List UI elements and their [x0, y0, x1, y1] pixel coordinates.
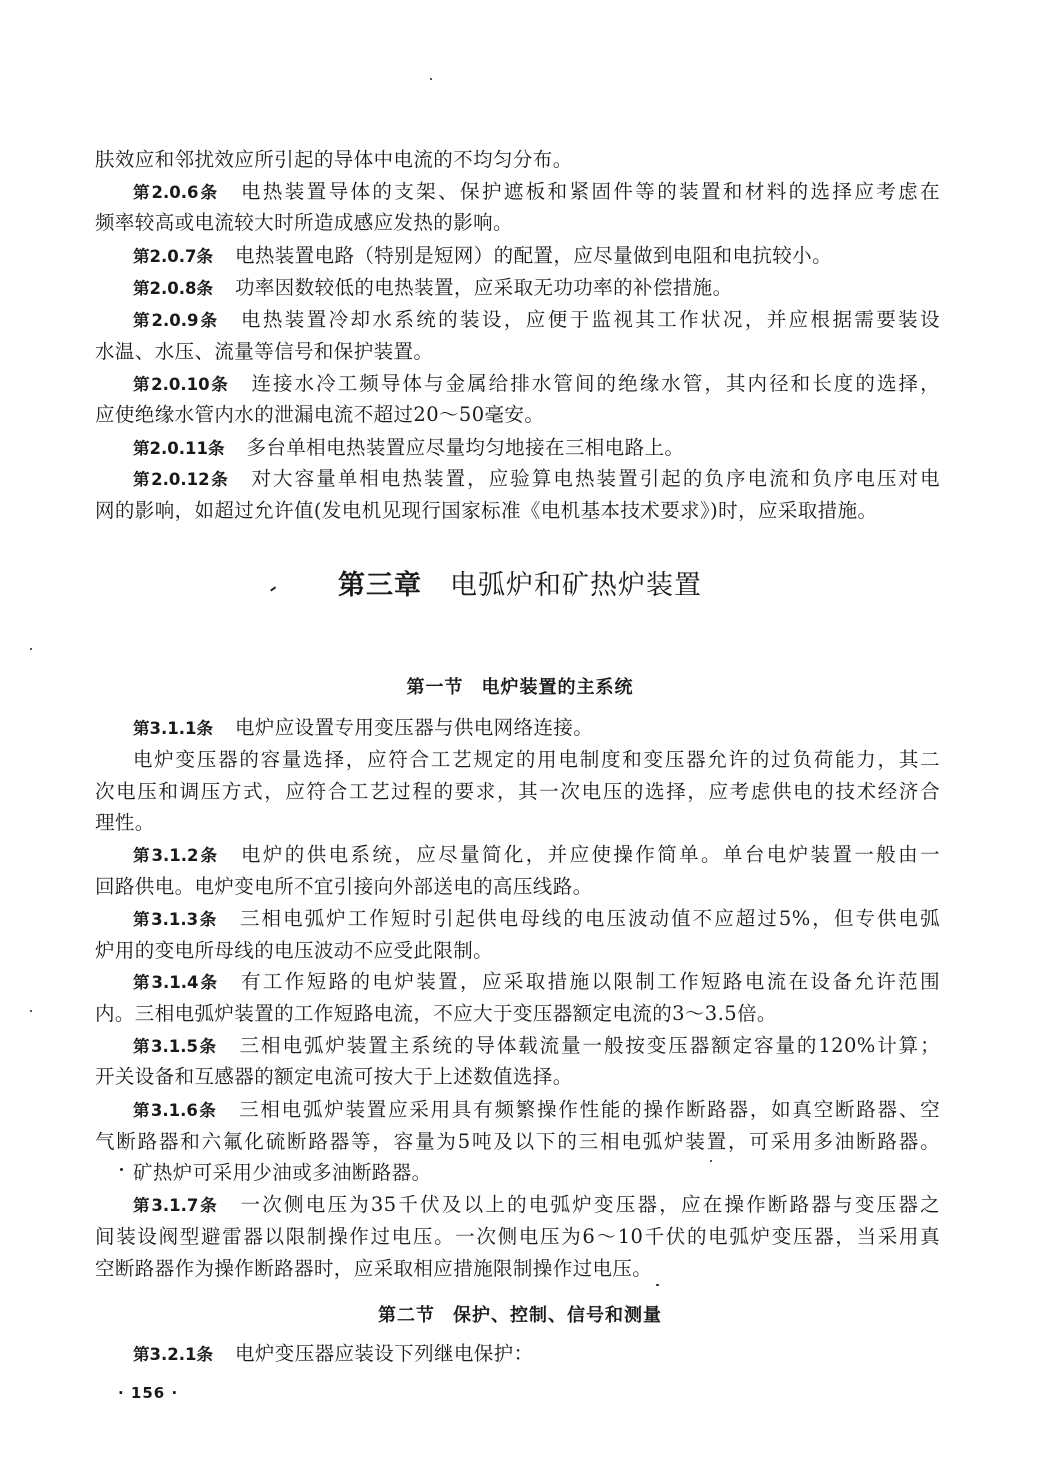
article-number: 第3.1.6条: [133, 1101, 218, 1120]
scan-speck: [120, 1168, 123, 1171]
article-2-0-8: 第2.0.8条 功率因数较低的电热装置，应采取无功功率的补偿措施。: [133, 276, 733, 299]
paragraph-line: 炉用的变电所母线的电压波动不应受此限制。: [95, 939, 494, 962]
article-2-0-12: 第2.0.12条 对大容量单相电热装置，应验算电热装置引起的负序电流和负序电压对电: [133, 467, 940, 490]
article-2-0-7: 第2.0.7条 电热装置电路（特别是短网）的配置，应尽量做到电阻和电抗较小。: [133, 244, 832, 267]
paragraph-line: 气断路器和六氟化硫断路器等，容量为5吨及以下的三相电弧炉装置，可采用多油断路器。: [95, 1130, 940, 1153]
chapter-heading: [0, 568, 1040, 604]
scan-speck: [710, 1160, 712, 1162]
article-3-1-7: 第3.1.7条 一次侧电压为35千伏及以上的电弧炉变压器，应在操作断路器与变压器之: [133, 1193, 940, 1216]
section-number: 第一节: [406, 677, 464, 698]
paragraph-line: 水温、水压、流量等信号和保护装置。: [95, 340, 434, 363]
scan-speck: [430, 78, 432, 80]
scan-speck: [656, 1284, 659, 1286]
article-number: 第3.1.3条: [133, 910, 218, 929]
article-number: 第3.2.1条: [133, 1345, 213, 1364]
article-number: 第3.1.2条: [133, 846, 219, 865]
scan-speck: [30, 1010, 32, 1012]
section-heading: [0, 676, 1040, 700]
article-number: 第2.0.10条: [133, 375, 230, 394]
article-3-1-3: 第3.1.3条 三相电弧炉工作短时引起供电母线的电压波动值不应超过5%，但专供电弧: [133, 907, 940, 930]
paragraph-line: 内。三相电弧炉装置的工作短路电流，不应大于变压器额定电流的3～3.5倍。: [95, 1002, 777, 1025]
article-2-0-11: 第2.0.11条 多台单相电热装置应尽量均匀地接在三相电路上。: [133, 436, 685, 459]
article-3-1-4: 第3.1.4条 有工作短路的电炉装置，应采取措施以限制工作短路电流在设备允许范围: [133, 970, 940, 993]
article-3-2-1: 第3.2.1条 电炉变压器应装设下列继电保护：: [133, 1342, 534, 1365]
scan-speck: [30, 648, 32, 650]
article-number: 第3.1.5条: [133, 1037, 218, 1056]
article-3-1-1: 第3.1.1条 电炉应设置专用变压器与供电网络连接。: [133, 716, 594, 739]
article-number: 第3.1.4条: [133, 973, 219, 992]
article-number: 第2.0.11条: [133, 439, 225, 458]
article-3-1-5: 第3.1.5条 三相电弧炉装置主系统的导体载流量一般按变压器额定容量的120%计算；: [133, 1034, 940, 1057]
paragraph-line: 间装设阀型避雷器以限制操作过电压。一次侧电压为6～10千伏的电弧炉变压器，当采用真: [95, 1225, 940, 1248]
article-number: 第2.0.9条: [133, 311, 219, 330]
section-heading: [0, 1304, 1040, 1328]
chapter-number: 第三章: [338, 570, 422, 601]
paragraph-line: 次电压和调压方式，应符合工艺过程的要求，其一次电压的选择，应考虑供电的技术经济合: [95, 780, 940, 803]
paragraph-line: 频率较高或电流较大时所造成感应发热的影响。: [95, 211, 513, 234]
article-number: 第3.1.1条: [133, 719, 213, 738]
article-number: 第2.0.12条: [133, 470, 230, 489]
article-number: 第2.0.6条: [133, 183, 219, 202]
paragraph-line: 回路供电。电炉变电所不宜引接向外部送电的高压线路。: [95, 875, 593, 898]
paragraph-line: 理性。: [95, 811, 155, 834]
article-number: 第2.0.8条: [133, 279, 213, 298]
paragraph-line: 矿热炉可采用少油或多油断路器。: [133, 1161, 432, 1184]
paragraph-line: 网的影响，如超过允许值(发电机见现行国家标准《电机基本技术要求》)时，应采取措施。: [95, 499, 878, 522]
paragraph-line: 应使绝缘水管内水的泄漏电流不超过20～50毫安。: [95, 403, 545, 426]
article-2-0-6: 第2.0.6条 电热装置导体的支架、保护遮板和紧固件等的装置和材料的选择应考虑在: [133, 180, 940, 203]
section-title: 保护、控制、信号和测量: [453, 1305, 662, 1326]
chapter-title: 电弧炉和矿热炉装置: [450, 570, 702, 601]
article-number: 第3.1.7条: [133, 1196, 219, 1215]
article-3-1-6: 第3.1.6条 三相电弧炉装置应采用具有频繁操作性能的操作断路器，如真空断路器、空: [133, 1098, 940, 1121]
paragraph-line: 肤效应和邻扰效应所引起的导体中电流的不均匀分布。: [95, 148, 573, 171]
article-3-1-2: 第3.1.2条 电炉的供电系统，应尽量简化，并应使操作简单。单台电炉装置一般由一: [133, 843, 940, 866]
paragraph-line: 空断路器作为操作断路器时，应采取相应措施限制操作过电压。: [95, 1257, 653, 1280]
article-number: 第2.0.7条: [133, 247, 213, 266]
paragraph-line: 电炉变压器的容量选择，应符合工艺规定的用电制度和变压器允许的过负荷能力，其二: [133, 748, 940, 771]
section-number: 第二节: [378, 1305, 435, 1326]
article-2-0-9: 第2.0.9条 电热装置冷却水系统的装设，应便于监视其工作状况，并应根据需要装设: [133, 308, 940, 331]
section-title: 电炉装置的主系统: [481, 677, 634, 698]
article-2-0-10: 第2.0.10条 连接水冷工频导体与金属给排水管间的绝缘水管，其内径和长度的选择，: [133, 372, 940, 395]
page-number: · 156 ·: [118, 1384, 179, 1402]
paragraph-line: 开关设备和互感器的额定电流可按大于上述数值选择。: [95, 1065, 573, 1088]
